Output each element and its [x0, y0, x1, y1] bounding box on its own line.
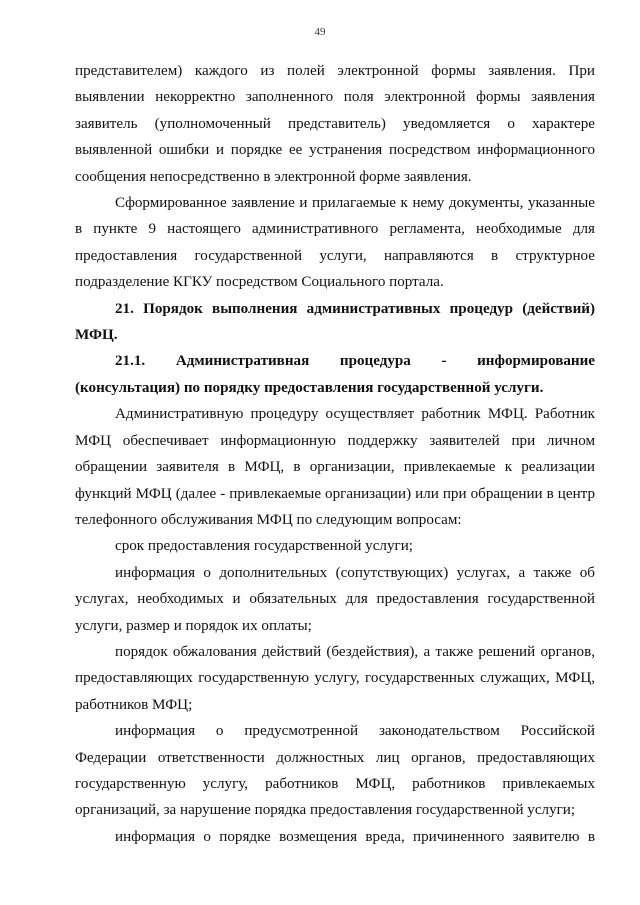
section-heading [75, 296, 595, 349]
text-line: заявитель (уполномоченный представитель) уведомляется о характере [75, 115, 595, 132]
text-line: предоставления государственной услуги, направляются в структурное [75, 247, 595, 264]
text-line: работников МФЦ; [75, 696, 193, 713]
text-line: в пункте 9 настоящего административного регламента, необходимые для [75, 221, 595, 238]
text-line: обращении заявителя в МФЦ, в организации, привлекаемые к реализации [75, 459, 595, 476]
text-line: МФЦ обеспечивает информационную поддержку заявителей при личном [75, 432, 595, 449]
text-line: услугах, необходимых и обязательных для предоставления государственной [75, 591, 595, 608]
paragraph [75, 190, 595, 296]
text-line: предоставляющих государственную услугу, государственных служащих, МФЦ, [75, 670, 595, 687]
paragraph [75, 824, 595, 850]
text-line: сообщения непосредственно в электронной форме заявления. [75, 168, 472, 185]
text-line: информация о дополнительных (сопутствующих) услугах, а также об [115, 564, 595, 581]
text-line: Административную процедуру осуществляет работник МФЦ. Работник [115, 406, 595, 423]
text-line: МФЦ. [75, 327, 118, 344]
paragraph [75, 718, 595, 824]
text-line: Федерации ответственности должностных лиц органов, предоставляющих [75, 749, 595, 766]
text-line: срок предоставления государственной услуги; [115, 538, 413, 555]
text-line: 21.1. Административная процедура - информирование [115, 353, 595, 370]
text-line: организаций, за нарушение порядка предоставления государственной услуги; [75, 802, 576, 819]
text-line: телефонного обслуживания МФЦ по следующим вопросам: [75, 511, 462, 528]
text-line: информация о предусмотренной законодательством Российской [115, 723, 595, 740]
page-number: 49 [314, 26, 326, 38]
text-line: Сформированное заявление и прилагаемые к нему документы, указанные [115, 195, 595, 212]
paragraph [75, 639, 595, 718]
text-line: выявлении некорректно заполненного поля электронной формы заявления [75, 89, 595, 106]
text-line: выявленной ошибки и порядке ее устранения посредством информационного [75, 142, 595, 159]
text-line: 21. Порядок выполнения административных процедур (действий) [115, 300, 595, 317]
text-line: порядок обжалования действий (бездействия), а также решений органов, [115, 643, 595, 660]
section-heading [75, 348, 595, 401]
paragraph [75, 533, 595, 559]
document-body [75, 58, 595, 850]
text-line: услуги, размер и порядок их оплаты; [75, 617, 312, 634]
paragraph [75, 401, 595, 533]
text-line: (консультация) по порядку предоставления государственной услуги. [75, 379, 544, 396]
text-line: подразделение КГКУ посредством Социального портала. [75, 274, 444, 291]
text-line: государственную услугу, работников МФЦ, работников привлекаемых [75, 775, 595, 792]
paragraph [75, 560, 595, 639]
text-line: информация о порядке возмещения вреда, причиненного заявителю в [115, 828, 595, 845]
paragraph [75, 58, 595, 190]
text-line: представителем) каждого из полей электронной формы заявления. При [75, 63, 595, 79]
text-line: функций МФЦ (далее - привлекаемые организации) или при обращении в центр [75, 485, 595, 502]
